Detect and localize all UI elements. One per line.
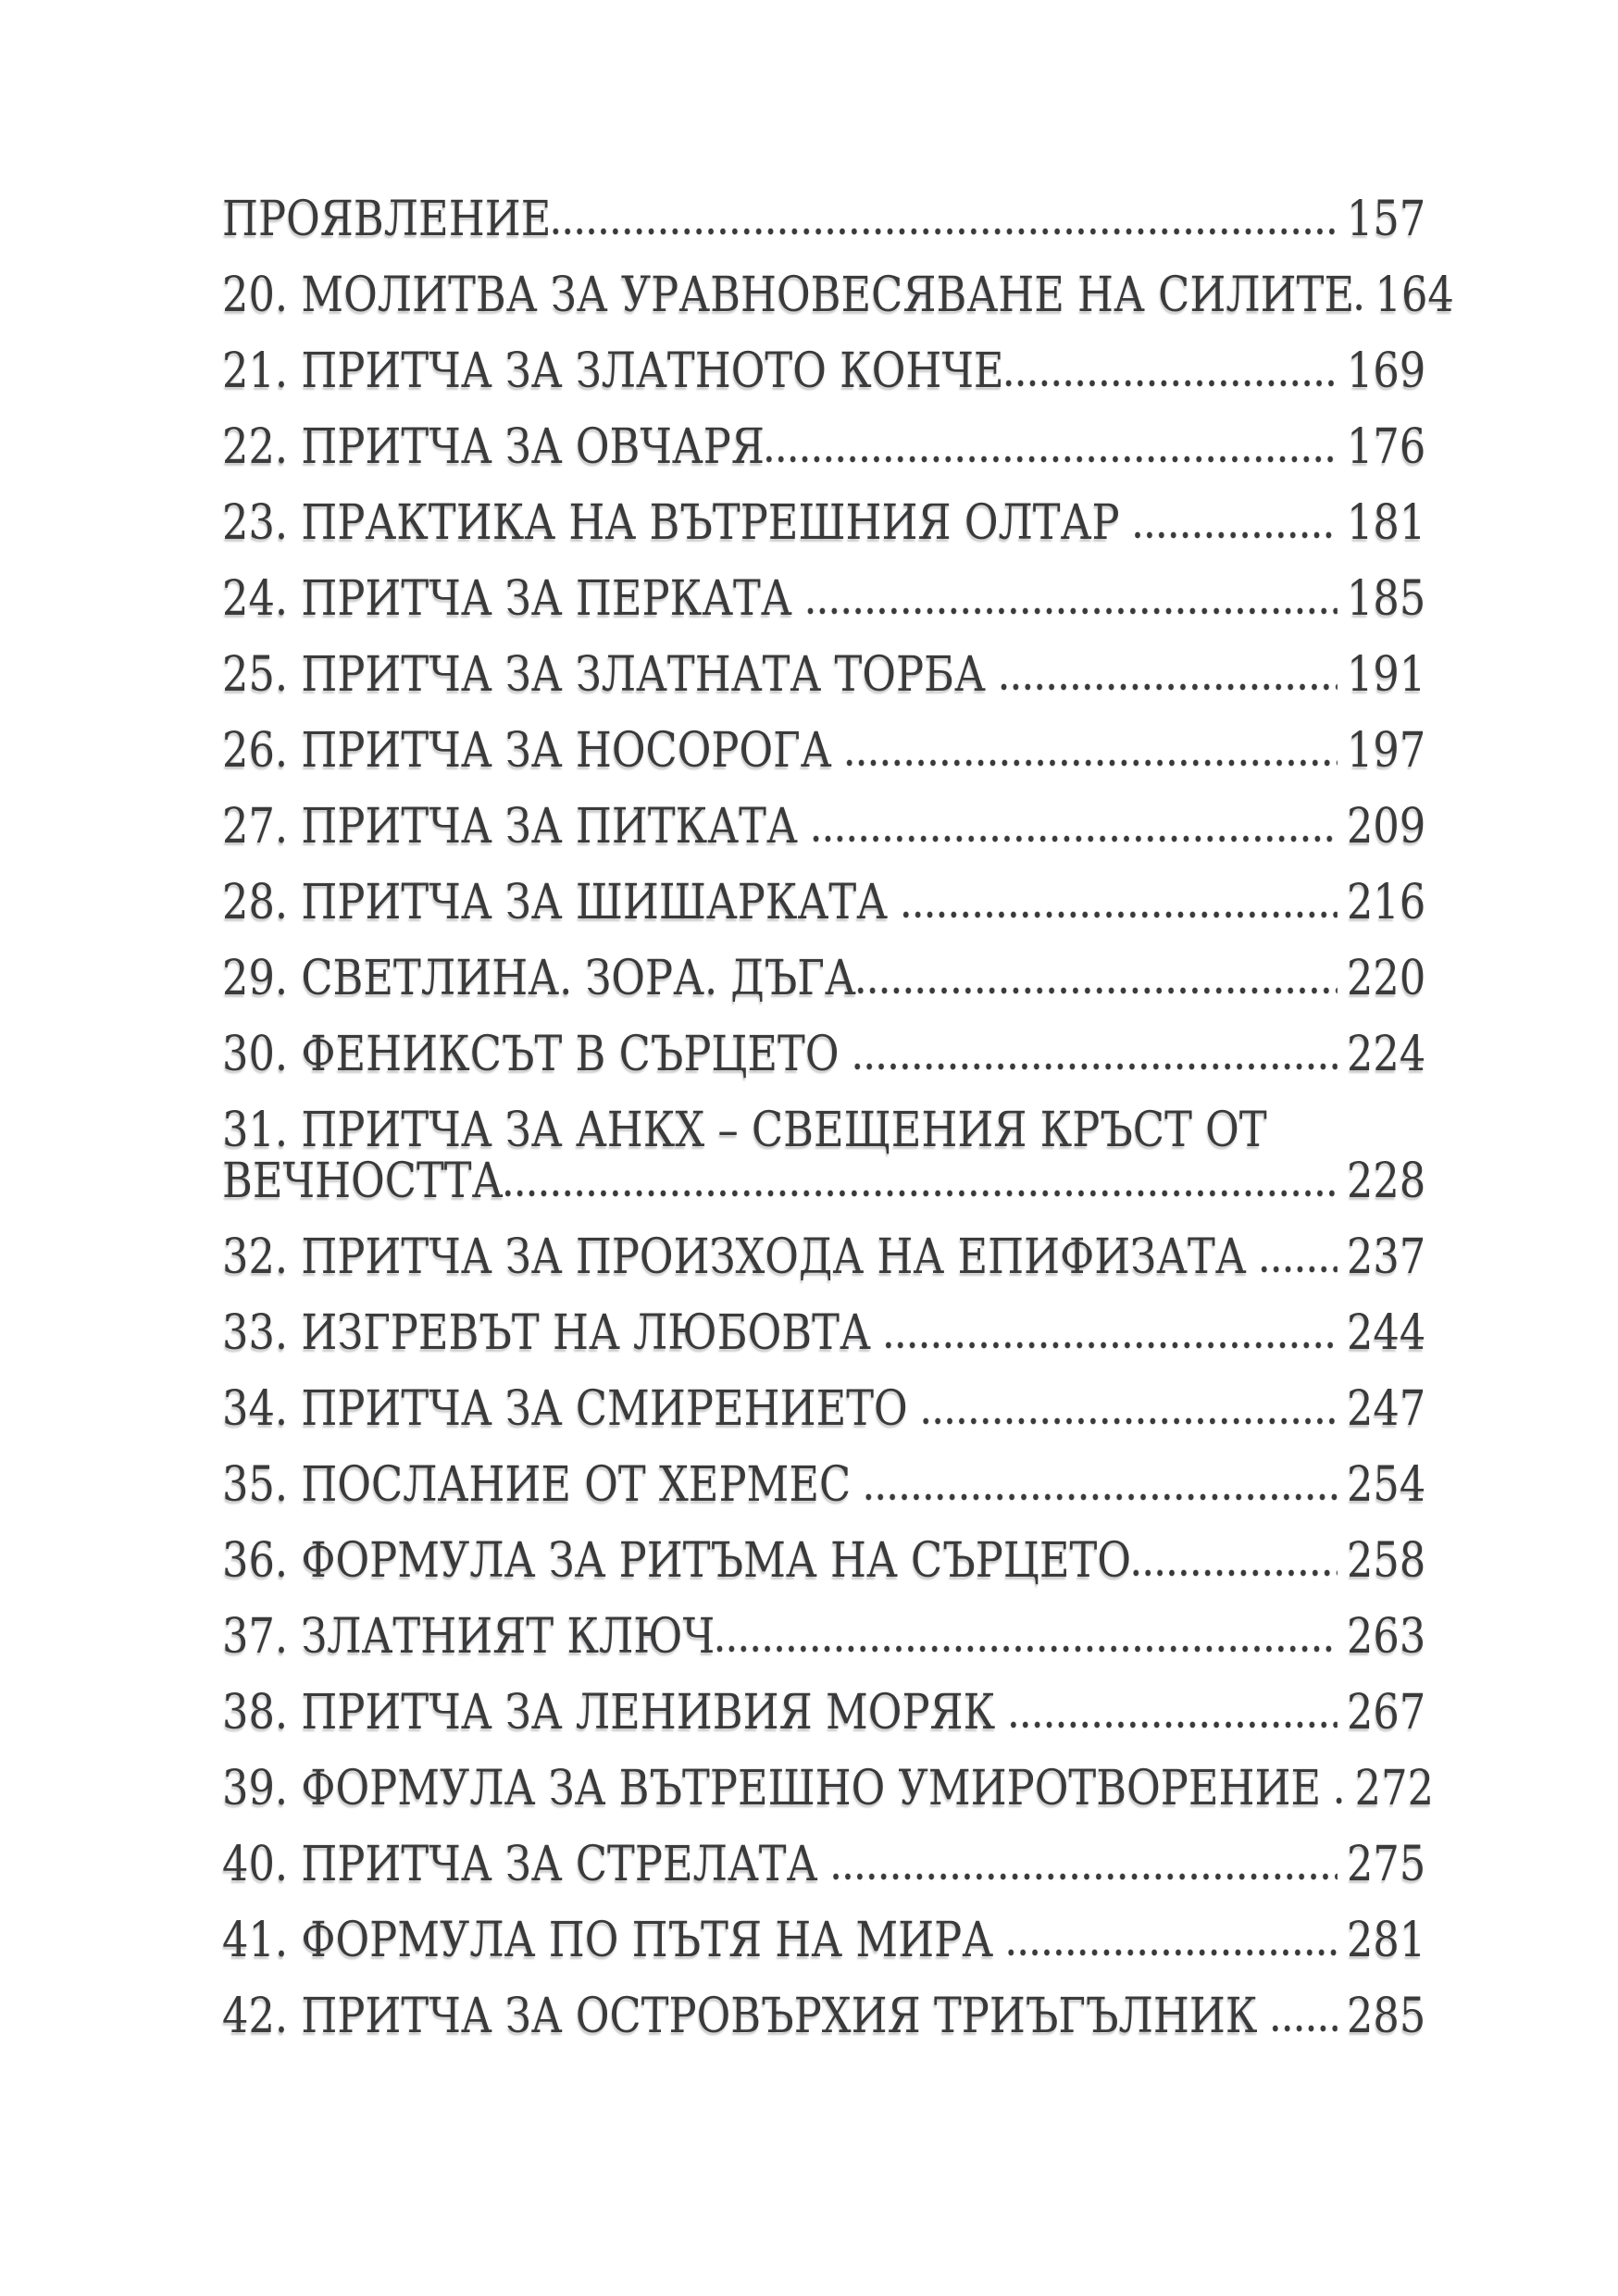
toc-entry-page: 258 (1346, 1533, 1426, 1589)
dot-leader (1008, 1949, 1338, 1956)
toc-entry-page: 191 (1346, 647, 1426, 703)
toc-entry-title: 31. ПРИТЧА ЗА АНКХ – СВЕЩЕНИЯ КРЪСТ ОТ (222, 1103, 1267, 1158)
toc-entry-row (222, 647, 1426, 703)
toc-entry-row (222, 343, 1426, 399)
toc-entry (222, 1837, 1426, 1892)
toc-entry-row (222, 1381, 1426, 1437)
toc-entry-page: 157 (1346, 192, 1426, 247)
dot-leader (716, 1645, 1338, 1653)
toc-entry (222, 1533, 1426, 1589)
toc-entry-page: 272 (1354, 1761, 1435, 1816)
toc-entry-page: 281 (1346, 1913, 1426, 1968)
dot-leader (1001, 683, 1338, 691)
dot-leader (553, 228, 1338, 235)
toc-entry-page: 267 (1346, 1685, 1426, 1741)
toc-entry-row (222, 1105, 1425, 1156)
toc-entry (222, 875, 1426, 930)
dot-leader (902, 911, 1338, 918)
dot-leader (857, 987, 1337, 994)
toc-entry (222, 647, 1426, 703)
toc-entry (222, 723, 1426, 779)
toc-entry-title: 25. ПРИТЧА ЗА ЗЛАТНАТА ТОРБА (222, 647, 1000, 703)
toc-entry-title: 27. ПРИТЧА ЗА ПИТКАТА (222, 799, 812, 855)
toc-entry-page: 169 (1346, 343, 1426, 399)
toc-entry-row (222, 1305, 1426, 1361)
toc-entry-row (222, 1533, 1426, 1589)
toc-entry (222, 1381, 1426, 1437)
toc-entry (222, 419, 1426, 475)
toc-entry-row (222, 1229, 1426, 1285)
toc-entry-title: 36. ФОРМУЛА ЗА РИТЪМА НА СЪРЦЕТО (222, 1533, 1132, 1589)
toc-entry-title: 33. ИЗГРЕВЪТ НА ЛЮБОВТА (222, 1305, 885, 1361)
toc-entry-page: 216 (1346, 875, 1426, 930)
toc-entry-row (222, 419, 1426, 475)
toc-entry (222, 1229, 1426, 1285)
toc-entry-title: 26. ПРИТЧА ЗА НОСОРОГА (222, 723, 845, 779)
toc-entry-title: 40. ПРИТЧА ЗА СТРЕЛАТА (222, 1837, 831, 1892)
dot-leader (813, 835, 1338, 842)
toc-entry-row (222, 1609, 1426, 1665)
dot-leader (766, 455, 1338, 463)
dot-leader (1336, 1797, 1345, 1804)
toc-entry (222, 1029, 1425, 1080)
toc-entry-page: 209 (1346, 799, 1426, 855)
toc-entry-page: 275 (1346, 1837, 1426, 1892)
toc-entry-row (222, 1761, 1435, 1816)
dot-leader (832, 1873, 1337, 1880)
toc-entry-row (222, 495, 1426, 551)
toc-entry-page: 185 (1346, 571, 1426, 627)
toc-entry-row (222, 1915, 1425, 1966)
toc-entry-page: 285 (1346, 1989, 1426, 2044)
toc-entry-page: 254 (1346, 1457, 1426, 1513)
toc-entry (222, 194, 1425, 245)
toc-entry-title: 23. ПРАКТИКА НА ВЪТРЕШНИЯ ОЛТАР (222, 495, 1133, 551)
dot-leader (504, 1190, 1337, 1197)
toc-entry (222, 799, 1426, 855)
toc-entry-row (222, 1457, 1426, 1513)
toc-entry-page: 224 (1346, 1027, 1426, 1082)
toc-entry-page: 197 (1346, 723, 1426, 779)
table-of-contents (222, 192, 1454, 2044)
toc-entry (222, 268, 1454, 323)
dot-leader (807, 607, 1338, 615)
toc-entry-title: ВЕЧНОСТТА (222, 1154, 504, 1209)
toc-entry-row (222, 571, 1426, 627)
dot-leader (1262, 1266, 1338, 1273)
toc-entry-title: 38. ПРИТЧА ЗА ЛЕНИВИЯ МОРЯК (222, 1685, 1009, 1741)
toc-entry-row (222, 1991, 1425, 2042)
toc-entry-title: 28. ПРИТЧА ЗА ШИШАРКАТА (222, 875, 902, 930)
toc-entry (222, 1305, 1426, 1361)
toc-entry-page: 176 (1346, 419, 1426, 475)
dot-leader (1005, 380, 1337, 387)
dot-leader (923, 1417, 1338, 1425)
toc-entry-row (222, 1837, 1426, 1892)
toc-entry (222, 571, 1426, 627)
toc-entry-row (222, 799, 1426, 855)
toc-entry-row (222, 194, 1425, 245)
toc-entry-row (222, 1156, 1425, 1207)
toc-entry (222, 1457, 1426, 1513)
dot-leader (1133, 1569, 1338, 1577)
toc-entry-title: 42. ПРИТЧА ЗА ОСТРОВЪРХИЯ ТРИЪГЪЛНИК (222, 1989, 1271, 2044)
toc-entry-title: 35. ПОСЛАНИЕ ОТ ХЕРМЕС (222, 1457, 865, 1513)
toc-entry (222, 1991, 1425, 2042)
toc-entry (222, 1761, 1435, 1816)
dot-leader (853, 1063, 1337, 1070)
toc-entry-title: 20. МОЛИТВА ЗА УРАВНОВЕСЯВАНЕ НА СИЛИТЕ (222, 268, 1355, 323)
dot-leader (847, 759, 1338, 767)
toc-entry-page: 220 (1346, 951, 1426, 1006)
toc-entry-title: 22. ПРИТЧА ЗА ОВЧАРЯ (222, 419, 765, 475)
dot-leader (886, 1341, 1338, 1349)
dot-leader (865, 1493, 1338, 1501)
toc-entry-row (222, 723, 1426, 779)
dot-leader (1356, 304, 1365, 311)
toc-entry-page: 247 (1346, 1381, 1426, 1437)
toc-entry (222, 1685, 1426, 1741)
toc-entry-title: 32. ПРИТЧА ЗА ПРОИЗХОДА НА ЕПИФИЗАТА (222, 1229, 1260, 1285)
toc-entry-row (222, 268, 1454, 323)
toc-entry-page: 181 (1346, 495, 1426, 551)
toc-entry-title: 41. ФОРМУЛА ПО ПЪТЯ НА МИРА (222, 1913, 1007, 1968)
toc-entry (222, 1609, 1426, 1665)
dot-leader (1272, 2025, 1337, 2032)
toc-entry-title: 21. ПРИТЧА ЗА ЗЛАТНОТО КОНЧЕ (222, 343, 1004, 399)
toc-entry-row (222, 875, 1426, 930)
toc-entry-row (222, 1685, 1426, 1741)
toc-entry (222, 1105, 1425, 1207)
toc-entry-title: 30. ФЕНИКСЪТ В СЪРЦЕТО (222, 1027, 853, 1082)
toc-entry (222, 495, 1426, 551)
dot-leader (1135, 531, 1338, 539)
toc-entry-title: 34. ПРИТЧА ЗА СМИРЕНИЕТО (222, 1381, 921, 1437)
toc-entry-page: 228 (1346, 1154, 1426, 1209)
dot-leader (1010, 1721, 1337, 1728)
toc-entry-title: 24. ПРИТЧА ЗА ПЕРКАТА (222, 571, 805, 627)
toc-entry-row (222, 951, 1426, 1006)
toc-entry-title: 39. ФОРМУЛА ЗА ВЪТРЕШНО УМИРОТВОРЕНИЕ (222, 1761, 1335, 1816)
toc-entry-title: 29. СВЕТЛИНА. ЗОРА. ДЪГА (222, 951, 856, 1006)
toc-entry-page: 263 (1346, 1609, 1426, 1665)
toc-entry-page: 164 (1375, 268, 1454, 323)
toc-entry (222, 343, 1426, 399)
toc-entry-page: 244 (1346, 1305, 1426, 1361)
toc-entry-row (222, 1029, 1425, 1080)
toc-entry (222, 1915, 1425, 1966)
toc-entry-title: 37. ЗЛАТНИЯТ КЛЮЧ (222, 1609, 716, 1665)
toc-entry-page: 237 (1346, 1229, 1426, 1285)
toc-entry-title: ПРОЯВЛЕНИЕ (222, 192, 552, 247)
toc-entry (222, 951, 1426, 1006)
